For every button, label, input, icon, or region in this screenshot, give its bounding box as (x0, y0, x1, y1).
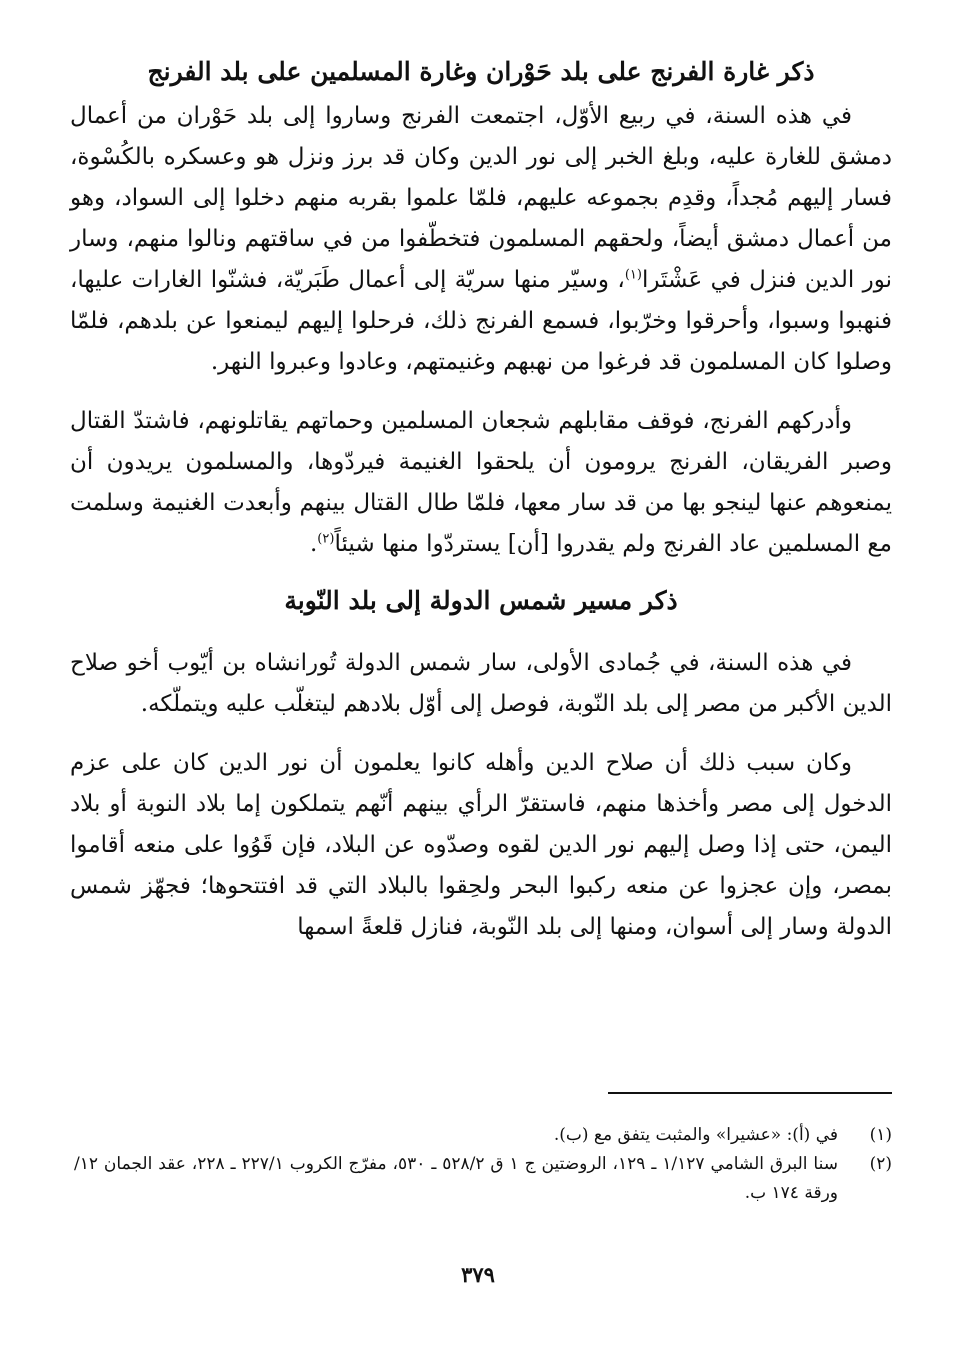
footnote-ref: (٢) (317, 531, 335, 547)
footnote-text: سنا البرق الشامي ١/١٢٧ ـ ١٢٩، الروضتين ج ١ ق ٥٢٨/٢ ـ ٥٣٠، مفرّج الكروب ٢٢٧/١ ـ ٢٢٨، عقد الجمان ١٢/ ورقة ١٧٤ ب. (74, 1154, 838, 1203)
section-heading-nubia: ذكر مسير شمس الدولة إلى بلد النّوبة (284, 586, 678, 615)
footnote-number: (١) (869, 1125, 892, 1145)
footnote-divider (608, 1092, 892, 1094)
paragraph-text: وكان سبب ذلك أن صلاح الدين وأهله كانوا يعلمون أن نور الدين كان على عزم الدخول إلى مصر وأخذها منهم، فاستقرّ الرأي بينهم أنّهم يتملكون إما بلاد النوبة أو بلاد اليمن، حتى إذا وصل إليهم نور الدين لقوه وصدّوه عن البلاد، فإن قَوُوا على منعه أقاموا بمصر، وإن عجزوا عن منعه ركبوا البحر ولحِقوا بالبلاد التي قد افتتحوها؛ فجهّز شمس الدولة وسار إلى أسوان، ومنها إلى بلد النّوبة، فنازل قلعةً اسمها (70, 750, 892, 940)
paragraph-text-tail: ، وسيّر منها سريّة إلى أعمال طَبَريّة، فشنّوا الغارات عليها، فنهبوا وسبوا، وأحرقوا وخرّبوا، فسمع الفرنج ذلك، فرحلوا إليهم ليمنعوا عن بلدهم، فلمّا وصلوا كان المسلمون قد فرغوا من نهبهم وغنيمتهم، وعادوا وعبروا النهر. (70, 267, 892, 375)
paragraph (70, 401, 892, 565)
paragraph (70, 643, 892, 725)
section-heading-frankish-raid: ذكر غارة الفرنج على بلد حَوْران وغارة المسلمين على بلد الفرنج (147, 57, 815, 86)
paragraph-text-tail: . (309, 531, 318, 557)
footnote-item (74, 1121, 892, 1150)
footnote-ref: (١) (624, 267, 642, 283)
paragraph-text: في هذه السنة، في جُمادى الأولى، سار شمس الدولة تُورانشاه بن أيّوب أخو صلاح الدين الأكبر من مصر إلى بلد النّوبة، فوصل إلى أوّل بلادهم ليتغلّب عليه ويتملّكه. (70, 650, 892, 717)
paragraph (70, 96, 892, 383)
footnote-number: (٢) (869, 1154, 892, 1174)
paragraph (70, 743, 892, 948)
footnotes (74, 1121, 892, 1208)
paragraph-text: في هذه السنة، في ربيع الأوّل، اجتمعت الفرنج وساروا إلى بلد حَوْران من أعمال دمشق للغارة عليه، وبلغ الخبر إلى نور الدين وكان قد برز ونزل هو وعسكره بالكُسْوة، فسار إليهم مُجداً، وقدِم بجموعه عليهم، فلمّا علموا بقربه منهم دخلوا إلى السواد، وهو من أعمال دمشق أيضاً، ولحقهم المسلمون فتخطّفوا من في ساقتهم ونالوا منهم، وسار نور الدين فنزل في عَشْتَرا (70, 103, 892, 293)
page-number: ٣٧٩ (461, 1262, 495, 1287)
paragraph-text: وأدركهم الفرنج، فوقف مقابلهم شجعان المسلمين وحماتهم يقاتلونهم، فاشتدّ القتال وصبر الفريقان، الفرنج يرومون أن يلحقوا الغنيمة فيردّوها، والمسلمون يريدون أن يمنعوهم عنها لينجو بها من قد سار معها، فلمّا طال القتال بينهم وأبعدت الغنيمة وسلمت مع المسلمين عاد الفرنج ولم يقدروا [أن] يستردّوا منها شيئاً (70, 408, 892, 557)
footnote-text: في (أ): «عشيرا» والمثبت يتفق مع (ب). (553, 1125, 838, 1145)
footnote-item (74, 1150, 892, 1208)
page-body (70, 52, 892, 948)
